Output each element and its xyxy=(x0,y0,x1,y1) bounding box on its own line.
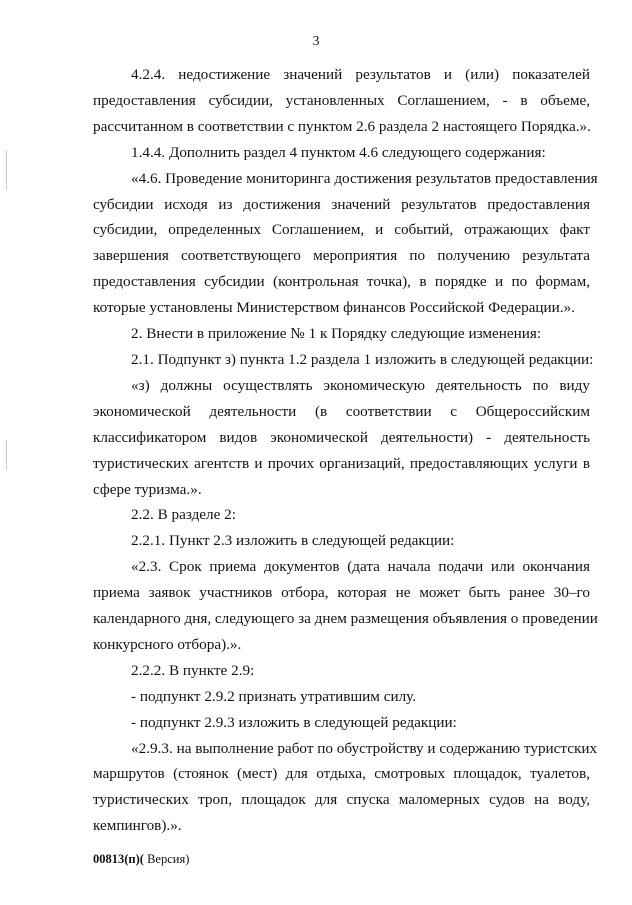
paragraph-line: - подпункт 2.9.3 изложить в следующей редакции: xyxy=(131,713,457,731)
document-body xyxy=(93,62,598,839)
paragraph-p-2-2-1 xyxy=(93,528,590,554)
paragraph-line: «4.6. Проведение мониторинга достижения результатов предоставления xyxy=(131,169,598,187)
paragraph-p-4-6 xyxy=(93,166,598,321)
paragraph-line: конкурсного отбора).». xyxy=(93,635,242,653)
paragraph-line: 2.2.1. Пункт 2.3 изложить в следующей редакции: xyxy=(131,532,455,550)
paragraph-line: 2.2. В разделе 2: xyxy=(131,506,236,524)
paragraph-line: сфере туризма.». xyxy=(93,480,202,498)
paragraph-line: туристических агентств и прочих организаций, предоставляющих услуги в xyxy=(93,454,590,472)
page-number: 3 xyxy=(312,34,320,49)
scan-edge-mark-middle xyxy=(6,440,7,470)
paragraph-p-2-9-3-text xyxy=(93,736,598,840)
paragraph-p-2-2 xyxy=(93,502,590,528)
paragraph-p-z xyxy=(93,373,590,503)
paragraph-line: - подпункт 2.9.2 признать утратившим силу. xyxy=(131,687,417,705)
paragraph-p-1-4-4 xyxy=(93,140,590,166)
paragraph-line: «з) должны осуществлять экономическую деятельность по виду xyxy=(131,376,590,394)
paragraph-line: рассчитанном в соответствии с пунктом 2.6 раздела 2 настоящего Порядка.». xyxy=(93,117,591,135)
paragraph-p-4-2-4 xyxy=(93,62,590,140)
paragraph-p-2-9-3 xyxy=(93,710,590,736)
paragraph-line: маршрутов (стоянок (мест) для отдыха, смотровых площадок, туалетов, xyxy=(93,765,590,783)
paragraph-line: 4.2.4. недостижение значений результатов и (или) показателей xyxy=(131,66,590,83)
paragraph-line: туристических троп, площадок для спуска маломерных судов на воду, xyxy=(93,791,590,809)
paragraph-line: 2.2.2. В пункте 2.9: xyxy=(131,661,255,679)
footer-code: 00813(п)( xyxy=(93,852,144,866)
footer-version: Версия) xyxy=(143,852,190,866)
paragraph-p-2-3 xyxy=(93,554,598,658)
paragraph-line: календарного дня, следующего за днем размещения объявления о проведении xyxy=(93,610,598,628)
paragraph-line: приема заявок участников отбора, которая не может быть ранее 30–го xyxy=(93,584,590,602)
paragraph-p-2 xyxy=(93,321,590,347)
paragraph-line: 2.1. Подпункт з) пункта 1.2 раздела 1 изложить в следующей редакции: xyxy=(131,350,594,368)
paragraph-line: кемпингов).». xyxy=(93,817,182,835)
paragraph-line: предоставления субсидии (контрольная точка), в порядке и по формам, xyxy=(93,273,590,291)
paragraph-p-2-2-2 xyxy=(93,658,590,684)
paragraph-line: экономической деятельности (в соответствии с Общероссийским xyxy=(93,402,590,420)
paragraph-line: завершения соответствующего мероприятия по получению результата xyxy=(93,247,590,265)
paragraph-line: «2.3. Срок приема документов (дата начала подачи или окончания xyxy=(131,558,590,576)
paragraph-p-2-9-2 xyxy=(93,684,590,710)
paragraph-line: субсидии исходя из достижения значений результатов предоставления xyxy=(93,195,590,213)
paragraph-line: 2. Внести в приложение № 1 к Порядку следующие изменения: xyxy=(131,325,542,343)
scan-edge-mark-top xyxy=(6,150,7,190)
paragraph-line: субсидии, определенных Соглашением, и событий, отражающих факт xyxy=(93,221,590,239)
paragraph-line: «2.9.3. на выполнение работ по обустройству и содержанию туристских xyxy=(131,739,598,757)
paragraph-line: которые установлены Министерством финансов Российской Федерации.». xyxy=(93,299,575,317)
paragraph-line: классификатором видов экономической деятельности) - деятельность xyxy=(93,428,590,446)
paragraph-line: предоставления субсидии, установленных Соглашением, - в объеме, xyxy=(93,91,590,109)
paragraph-p-2-1 xyxy=(93,347,594,373)
footer-document-code xyxy=(93,852,189,867)
paragraph-line: 1.4.4. Дополнить раздел 4 пунктом 4.6 следующего содержания: xyxy=(131,143,546,161)
